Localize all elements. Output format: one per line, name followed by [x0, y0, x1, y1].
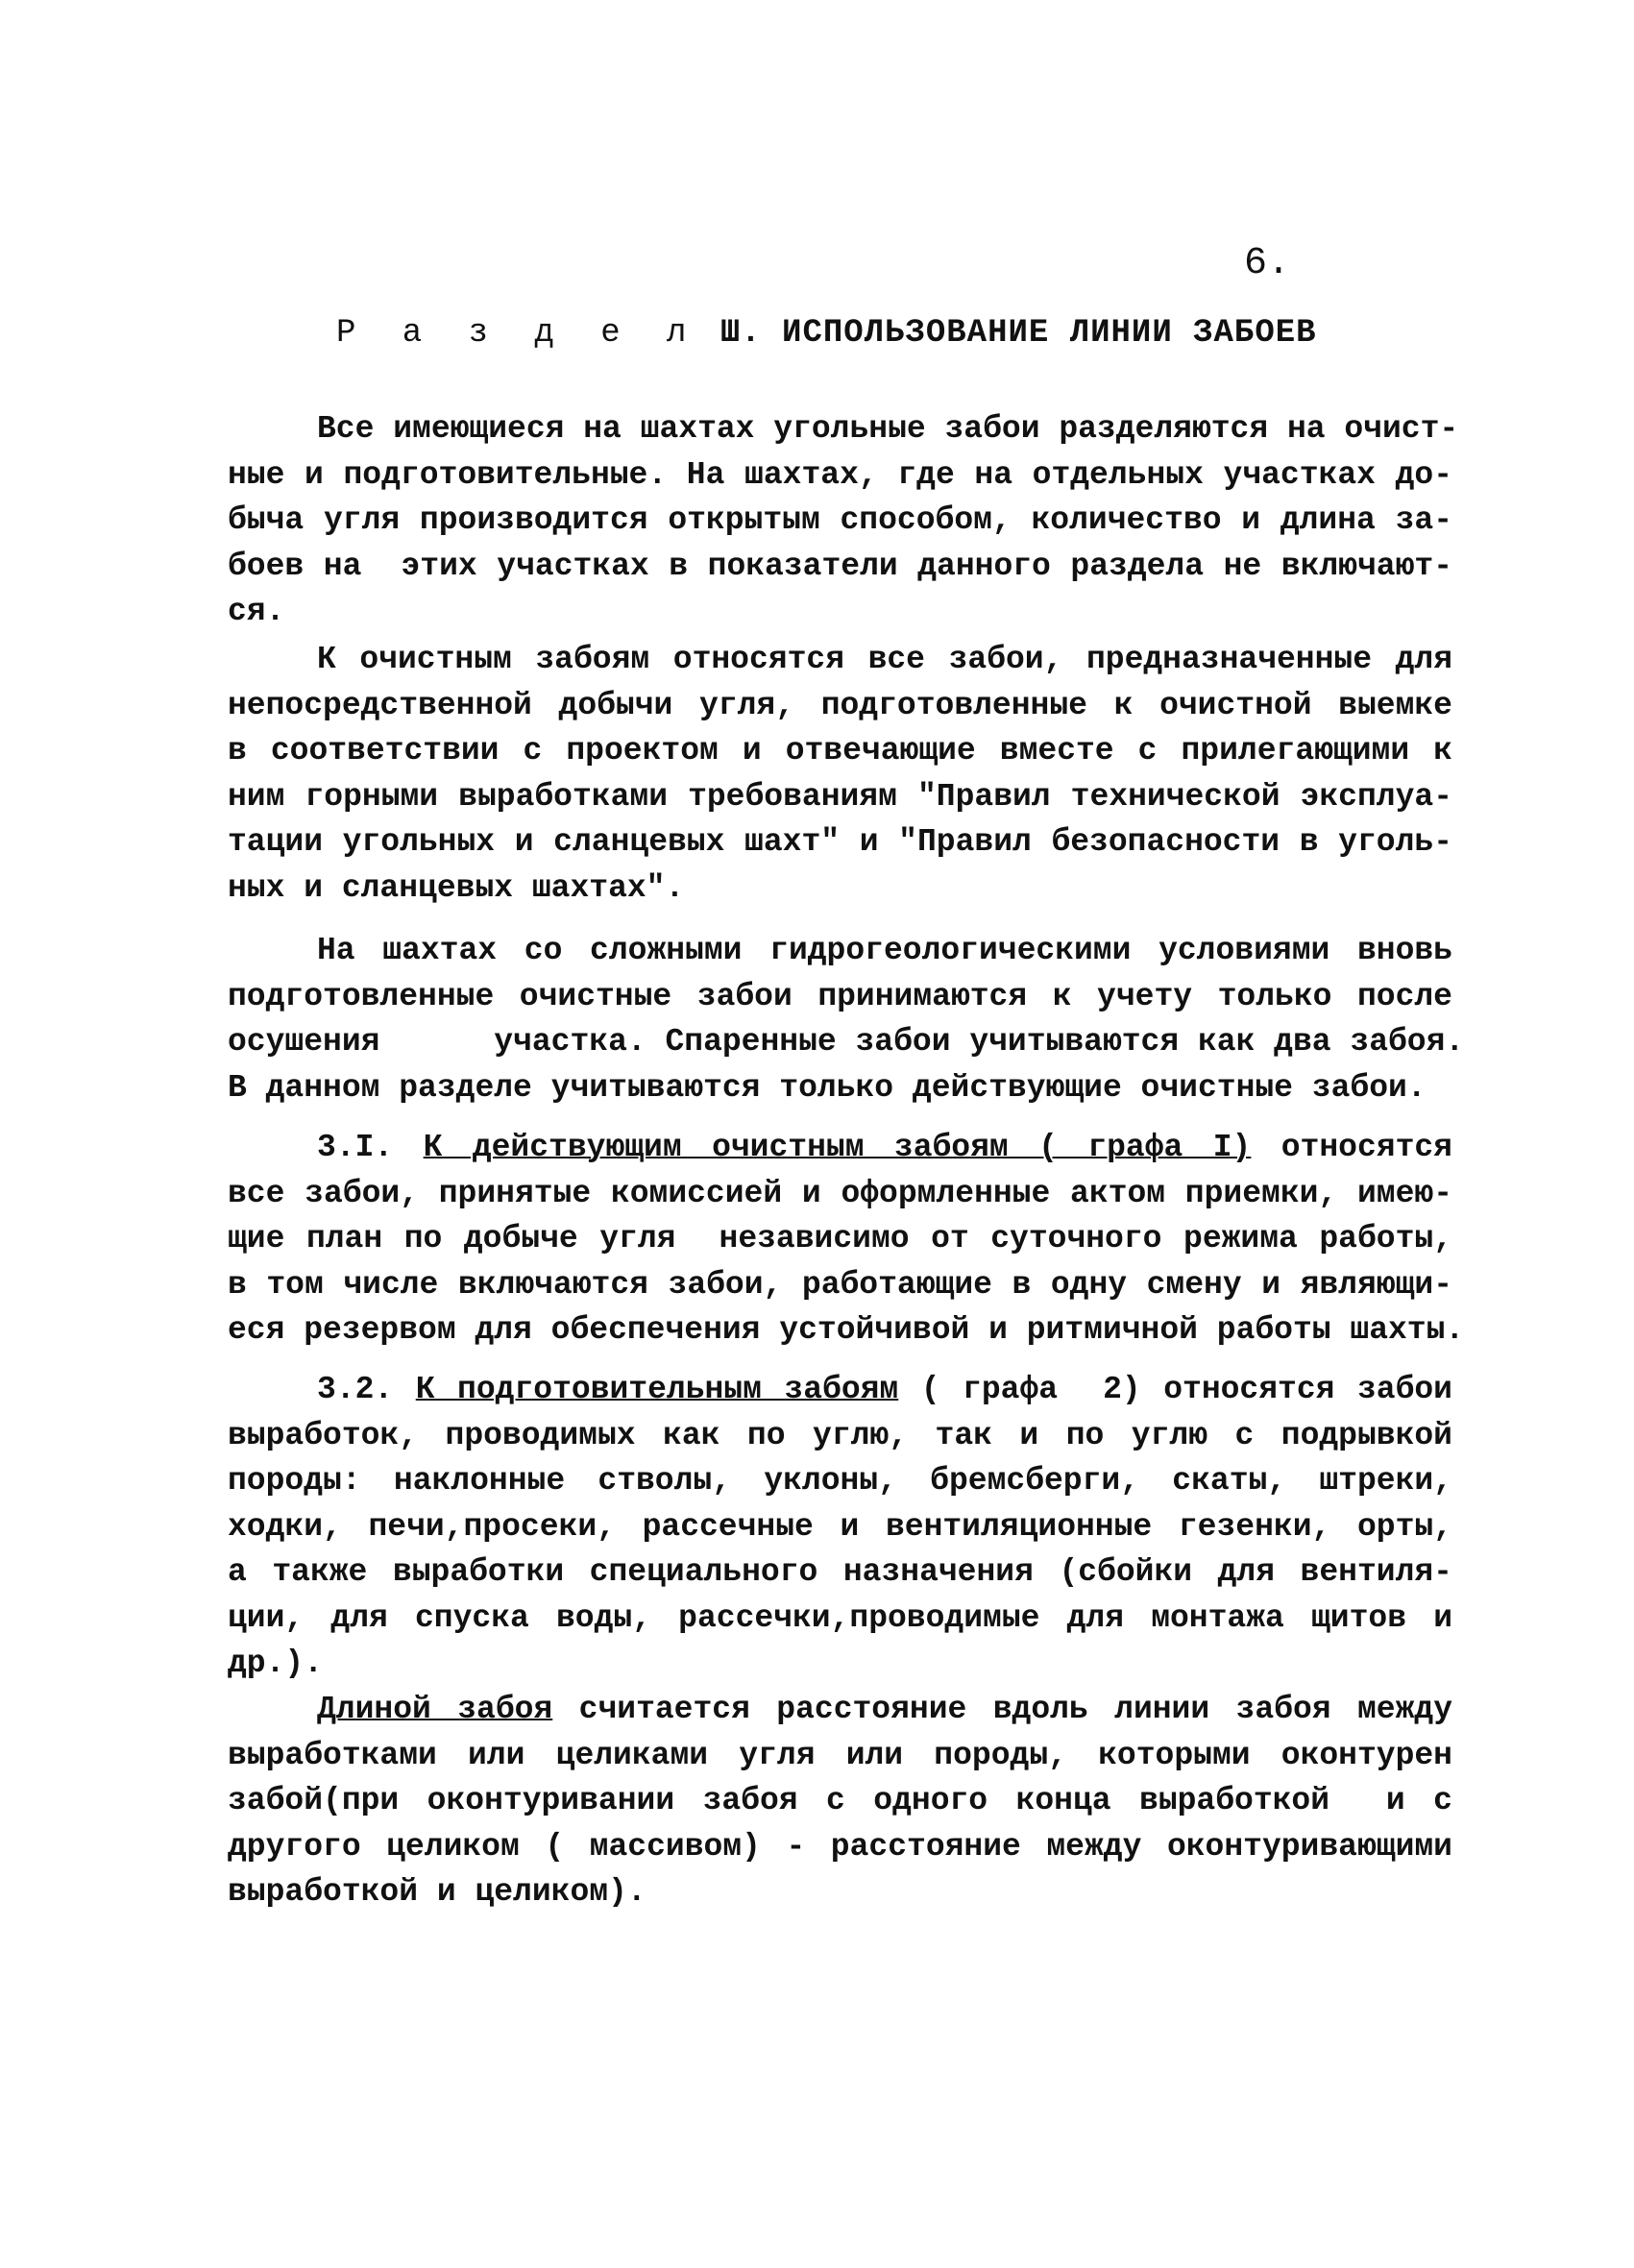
page-number: 6. [1244, 242, 1291, 285]
text-line [228, 452, 1452, 499]
text-line [228, 1413, 1452, 1459]
text-segment: ные и подготовительные. На шахтах, где на отдельных участках до- [228, 456, 1452, 493]
text-line [228, 928, 1452, 974]
text-line [228, 1216, 1452, 1262]
text-line [228, 774, 1452, 820]
text-line [228, 1019, 1465, 1065]
paragraph [228, 637, 1452, 911]
text-segment: осушения участка. Спаренные забои учитываются как два забоя. [228, 1024, 1465, 1060]
text-segment: в том числе включаются забои, работающие в одну смену и являющи- [228, 1266, 1452, 1303]
text-line [228, 1596, 1452, 1642]
text-segment: В данном разделе учитываются только действующие очистные забои. [228, 1069, 1427, 1106]
text-segment: выработкой и целиком). [228, 1874, 646, 1910]
section-heading: Ш. ИСПОЛЬЗОВАНИЕ ЛИНИИ ЗАБОЕВ [719, 315, 1317, 352]
text-segment: все забои, принятые комиссией и оформленные актом приемки, имею- [228, 1175, 1452, 1211]
paragraph [228, 928, 1465, 1110]
text-line [228, 1065, 1452, 1111]
text-segment: ных и сланцевых шахтах". [228, 869, 685, 906]
text-segment: относятся [1251, 1130, 1452, 1165]
text-line [228, 1307, 1465, 1353]
text-line [228, 1824, 1452, 1870]
text-segment: ся. [228, 594, 285, 629]
text-line [228, 974, 1452, 1020]
text-segment: другого целиком ( массивом) - расстояние между оконтуривающими [228, 1828, 1452, 1865]
text-line [228, 1125, 1452, 1171]
paragraph [228, 1687, 1452, 1915]
text-line [228, 1504, 1452, 1550]
paragraph [228, 1125, 1465, 1353]
text-line [228, 637, 1452, 683]
text-line [228, 819, 1452, 866]
text-segment: непосредственной добычи угля, подготовленные к очистной выемке [228, 687, 1452, 723]
text-line [228, 683, 1452, 729]
text-segment: ( графа 2) относятся забои [898, 1372, 1452, 1407]
section-title [336, 315, 1317, 352]
text-segment: еся резервом для обеспечения устойчивой и ритмичной работы шахты. [228, 1312, 1465, 1348]
text-segment: считается расстояние вдоль линии забоя между [552, 1692, 1452, 1727]
text-segment: ним горными выработками требованиям "Правил технической эксплуа- [228, 778, 1452, 815]
underlined-term: Длиной забоя [317, 1692, 553, 1727]
text-segment: ции, для спуска воды, рассечки,проводимые для монтажа щитов и [228, 1599, 1452, 1636]
text-line [228, 1262, 1452, 1308]
text-line [228, 1778, 1452, 1824]
text-line [228, 1869, 1452, 1915]
underlined-term: К действующим очистным забоям ( графа I) [423, 1130, 1252, 1165]
text-line [228, 1733, 1452, 1779]
text-line [228, 589, 1452, 635]
text-line [228, 498, 1452, 544]
text-segment: в соответствии с проектом и отвечающие вместе с прилегающими к [228, 733, 1452, 768]
text-segment: породы: наклонные стволы, уклоны, бремсберги, скаты, штреки, [228, 1463, 1452, 1499]
text-segment: забой(при оконтуривании забоя с одного конца выработкой и с [228, 1783, 1452, 1818]
text-segment: а также выработки специального назначения (сбойки для вентиля- [228, 1554, 1452, 1590]
text-line [228, 728, 1452, 774]
text-segment: На шахтах со сложными гидрогеологическими условиями вновь [317, 933, 1452, 968]
text-line [228, 406, 1459, 452]
text-line [228, 544, 1452, 590]
text-segment: быча угля производится открытым способом, количество и длина за- [228, 502, 1452, 538]
text-segment: К очистным забоям относятся все забои, предназначенные для [317, 642, 1452, 677]
text-segment: 3.I. [317, 1130, 424, 1165]
text-segment: Все имеющиеся на шахтах угольные забои разделяются на очист- [317, 411, 1459, 447]
underlined-term: К подготовительным забоям [415, 1372, 899, 1407]
text-segment: выработок, проводимых как по углю, так и по углю с подрывкой [228, 1417, 1452, 1453]
text-segment: щие план по добыче угля независимо от суточного режима работы, [228, 1221, 1452, 1256]
text-line [228, 1549, 1452, 1596]
text-segment: подготовленные очистные забои принимаются к учету только после [228, 978, 1452, 1014]
paragraph [228, 406, 1459, 635]
paragraph [228, 1367, 1452, 1687]
text-line [228, 1687, 1452, 1733]
text-segment: боев на этих участках в показатели данного раздела не включают- [228, 548, 1452, 584]
text-segment: ходки, печи,просеки, рассечные и вентиляционные гезенки, орты, [228, 1508, 1452, 1545]
text-segment: др.). [228, 1646, 324, 1681]
text-line [228, 1171, 1452, 1217]
text-line [228, 866, 1452, 912]
text-line [228, 1367, 1452, 1413]
text-line [228, 1458, 1452, 1504]
text-line [228, 1641, 1452, 1687]
text-segment: 3.2. [317, 1372, 416, 1407]
text-segment: выработками или целиками угля или породы, которыми оконтурен [228, 1737, 1452, 1773]
section-label: Р а з д е л [336, 315, 700, 352]
text-segment: тации угольных и сланцевых шахт" и "Правил безопасности в уголь- [228, 824, 1452, 860]
